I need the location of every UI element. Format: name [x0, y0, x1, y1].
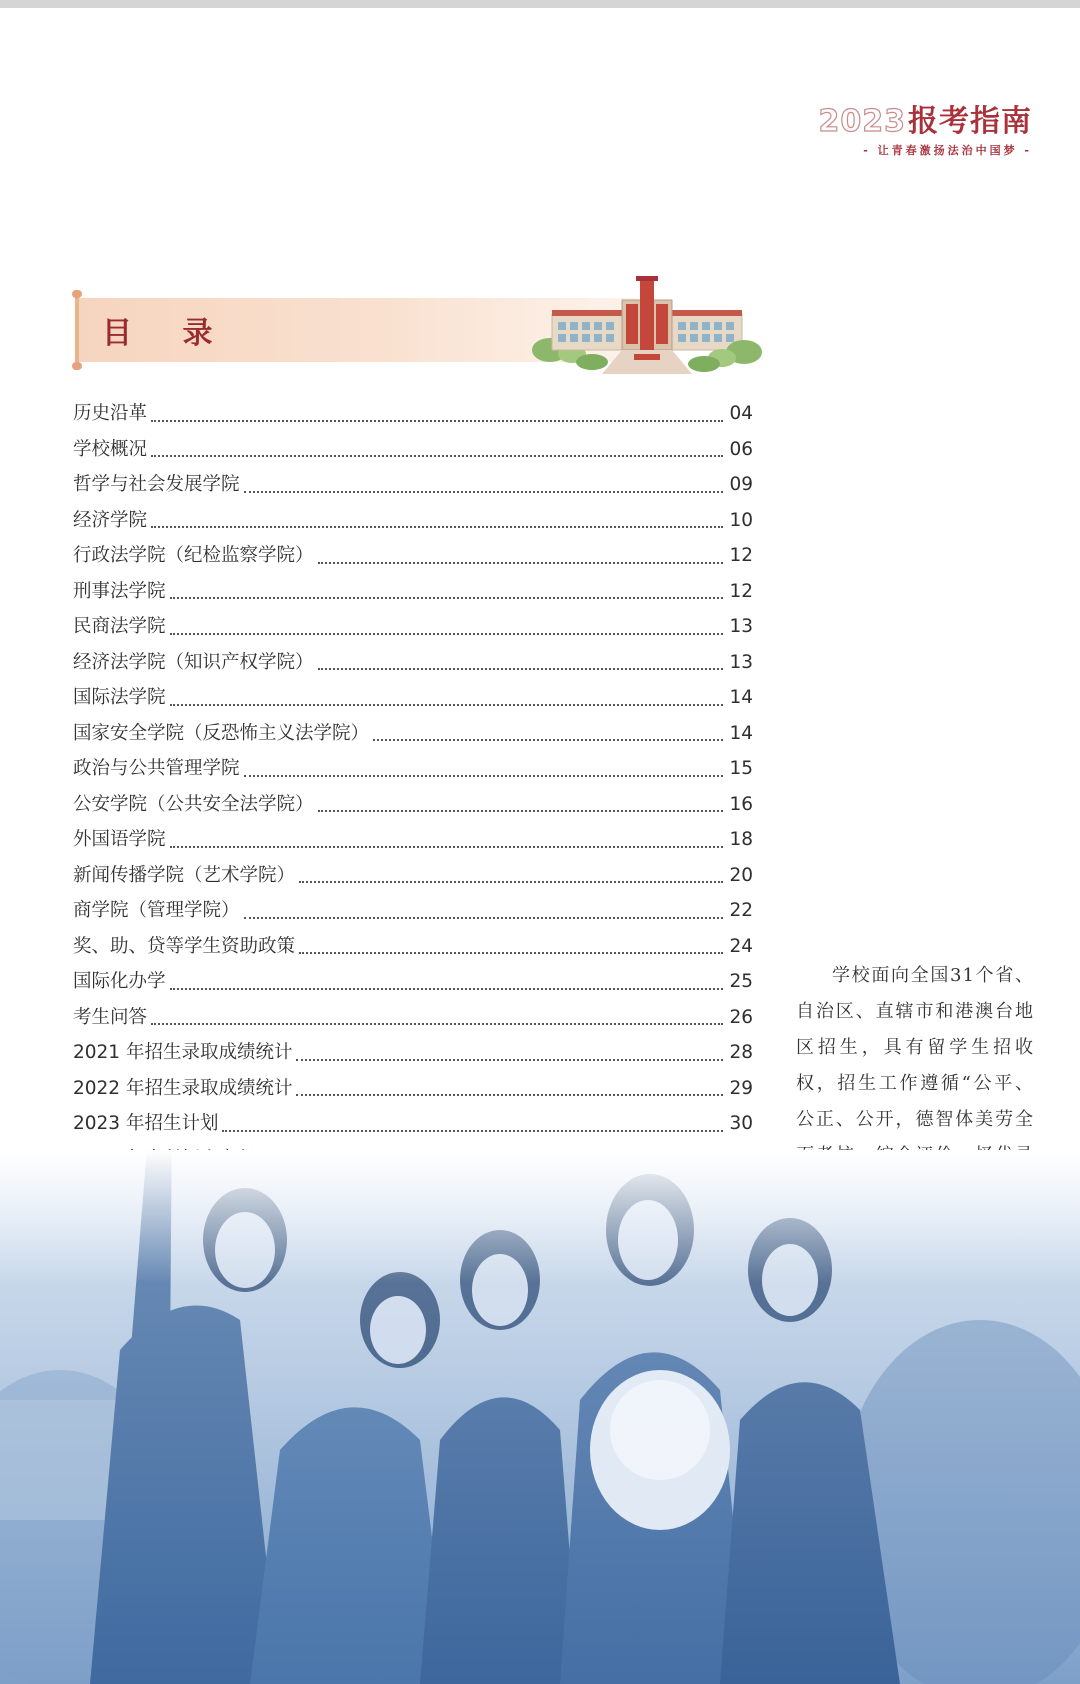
toc-entry-page: 24 [729, 935, 753, 957]
toc-leader-dots [373, 738, 723, 741]
toc-entry[interactable] [73, 751, 753, 787]
toc-entry-title: 奖、助、贷等学生资助政策 [73, 935, 296, 957]
toc-entry[interactable] [73, 432, 753, 468]
toc-leader-dots [170, 596, 723, 599]
toc-title: 目 录 [102, 316, 233, 351]
table-of-contents [73, 396, 753, 1177]
toc-entry-title: 政治与公共管理学院 [73, 758, 240, 779]
toc-leader-dots [222, 1129, 723, 1132]
brand-year: 2023 [818, 104, 906, 139]
toc-entry-page: 14 [729, 722, 753, 744]
toc-entry-page: 30 [729, 1113, 753, 1134]
toc-entry-page: 26 [729, 1006, 753, 1028]
graduates-photo [0, 1150, 1080, 1684]
toc-entry[interactable] [73, 716, 753, 752]
toc-leader-dots [299, 880, 723, 883]
toc-entry[interactable] [73, 787, 753, 823]
toc-banner [72, 290, 762, 370]
brand-title [792, 104, 1032, 140]
toc-leader-dots [151, 525, 723, 528]
toc-leader-dots [318, 667, 723, 670]
toc-entry-page: 18 [729, 829, 753, 850]
toc-entry[interactable] [73, 538, 753, 574]
toc-entry[interactable] [73, 1071, 753, 1107]
toc-entry-title: 2022 年招生录取成绩统计 [73, 1077, 293, 1099]
toc-leader-dots [318, 561, 723, 564]
toc-entry-page: 13 [729, 616, 753, 637]
toc-entry-title: 经济法学院（知识产权学院） [73, 651, 314, 673]
toc-leader-dots [151, 454, 723, 457]
toc-entry-title: 新闻传播学院（艺术学院） [73, 864, 296, 886]
toc-entry-page: 14 [729, 687, 753, 708]
brand-slogan: - 让青春激扬法治中国梦 - [863, 144, 1032, 157]
admissions-intro-text: 学校面向全国31个省、自治区、直辖市和港澳台地区招生，具有留学生招收权，招生工作遵循“公平、公正、公开，德智体美劳全 [796, 965, 1034, 1130]
toc-entry[interactable] [73, 680, 753, 716]
toc-leader-dots [296, 1058, 723, 1061]
toc-leader-dots [244, 916, 723, 919]
toc-leader-dots [244, 774, 723, 777]
toc-entry[interactable] [73, 645, 753, 681]
toc-entry-title: 2023 年招生计划 [73, 1113, 219, 1134]
toc-entry[interactable] [73, 1000, 753, 1036]
toc-entry[interactable] [73, 396, 753, 432]
toc-entry[interactable] [73, 858, 753, 894]
toc-entry-title: 国际法学院 [73, 687, 166, 708]
toc-leader-dots [151, 1022, 723, 1025]
toc-leader-dots [299, 951, 723, 954]
toc-entry[interactable] [73, 467, 753, 503]
toc-entry-title: 商学院（管理学院） [73, 900, 240, 921]
toc-entry-title: 经济学院 [73, 509, 148, 531]
toc-entry-title: 行政法学院（纪检监察学院） [73, 545, 314, 566]
toc-entry[interactable] [73, 574, 753, 610]
toc-entry-page: 16 [729, 793, 753, 815]
toc-leader-dots [151, 419, 723, 422]
toc-entry-page: 06 [729, 438, 753, 460]
toc-entry-page: 25 [729, 971, 753, 992]
toc-entry-title: 国家安全学院（反恐怖主义法学院） [73, 722, 370, 744]
toc-entry-title: 国际化办学 [73, 971, 166, 992]
toc-entry-title: 哲学与社会发展学院 [73, 474, 240, 495]
toc-entry-page: 28 [729, 1042, 753, 1063]
toc-entry[interactable] [73, 503, 753, 539]
toc-entry-title: 2021 年招生录取成绩统计 [73, 1042, 293, 1063]
toc-entry[interactable] [73, 964, 753, 1000]
brand-name: 报考指南 [908, 104, 1032, 139]
toc-entry[interactable] [73, 822, 753, 858]
brand-header [792, 104, 1032, 158]
toc-entry-page: 10 [729, 509, 753, 531]
toc-entry-page: 15 [729, 758, 753, 779]
toc-entry-page: 09 [729, 474, 753, 495]
toc-entry[interactable] [73, 929, 753, 965]
toc-entry-page: 20 [729, 864, 753, 886]
toc-entry[interactable] [73, 1035, 753, 1071]
campus-building-illustration [532, 274, 762, 374]
top-bar [0, 0, 1080, 8]
banner-scroll-bar [72, 290, 82, 370]
toc-leader-dots [296, 1093, 723, 1096]
toc-entry-page: 22 [729, 900, 753, 921]
toc-entry-title: 公安学院（公共安全法学院） [73, 793, 314, 815]
toc-entry-title: 民商法学院 [73, 616, 166, 637]
toc-entry-title: 考生问答 [73, 1006, 148, 1028]
toc-leader-dots [244, 490, 723, 493]
toc-leader-dots [170, 703, 723, 706]
toc-entry[interactable] [73, 893, 753, 929]
toc-leader-dots [318, 809, 723, 812]
toc-entry-page: 04 [729, 403, 753, 424]
toc-entry-page: 13 [729, 651, 753, 673]
toc-entry-title: 历史沿革 [73, 403, 148, 424]
toc-entry[interactable] [73, 1106, 753, 1142]
toc-leader-dots [170, 845, 723, 848]
toc-leader-dots [170, 987, 723, 990]
toc-leader-dots [170, 632, 723, 635]
toc-entry-page: 12 [729, 545, 753, 566]
toc-entry-title: 刑事法学院 [73, 580, 166, 602]
toc-entry-title: 学校概况 [73, 438, 148, 460]
toc-entry-page: 29 [729, 1077, 753, 1099]
toc-entry-page: 12 [729, 580, 753, 602]
toc-entry[interactable] [73, 609, 753, 645]
toc-entry-title: 外国语学院 [73, 829, 166, 850]
